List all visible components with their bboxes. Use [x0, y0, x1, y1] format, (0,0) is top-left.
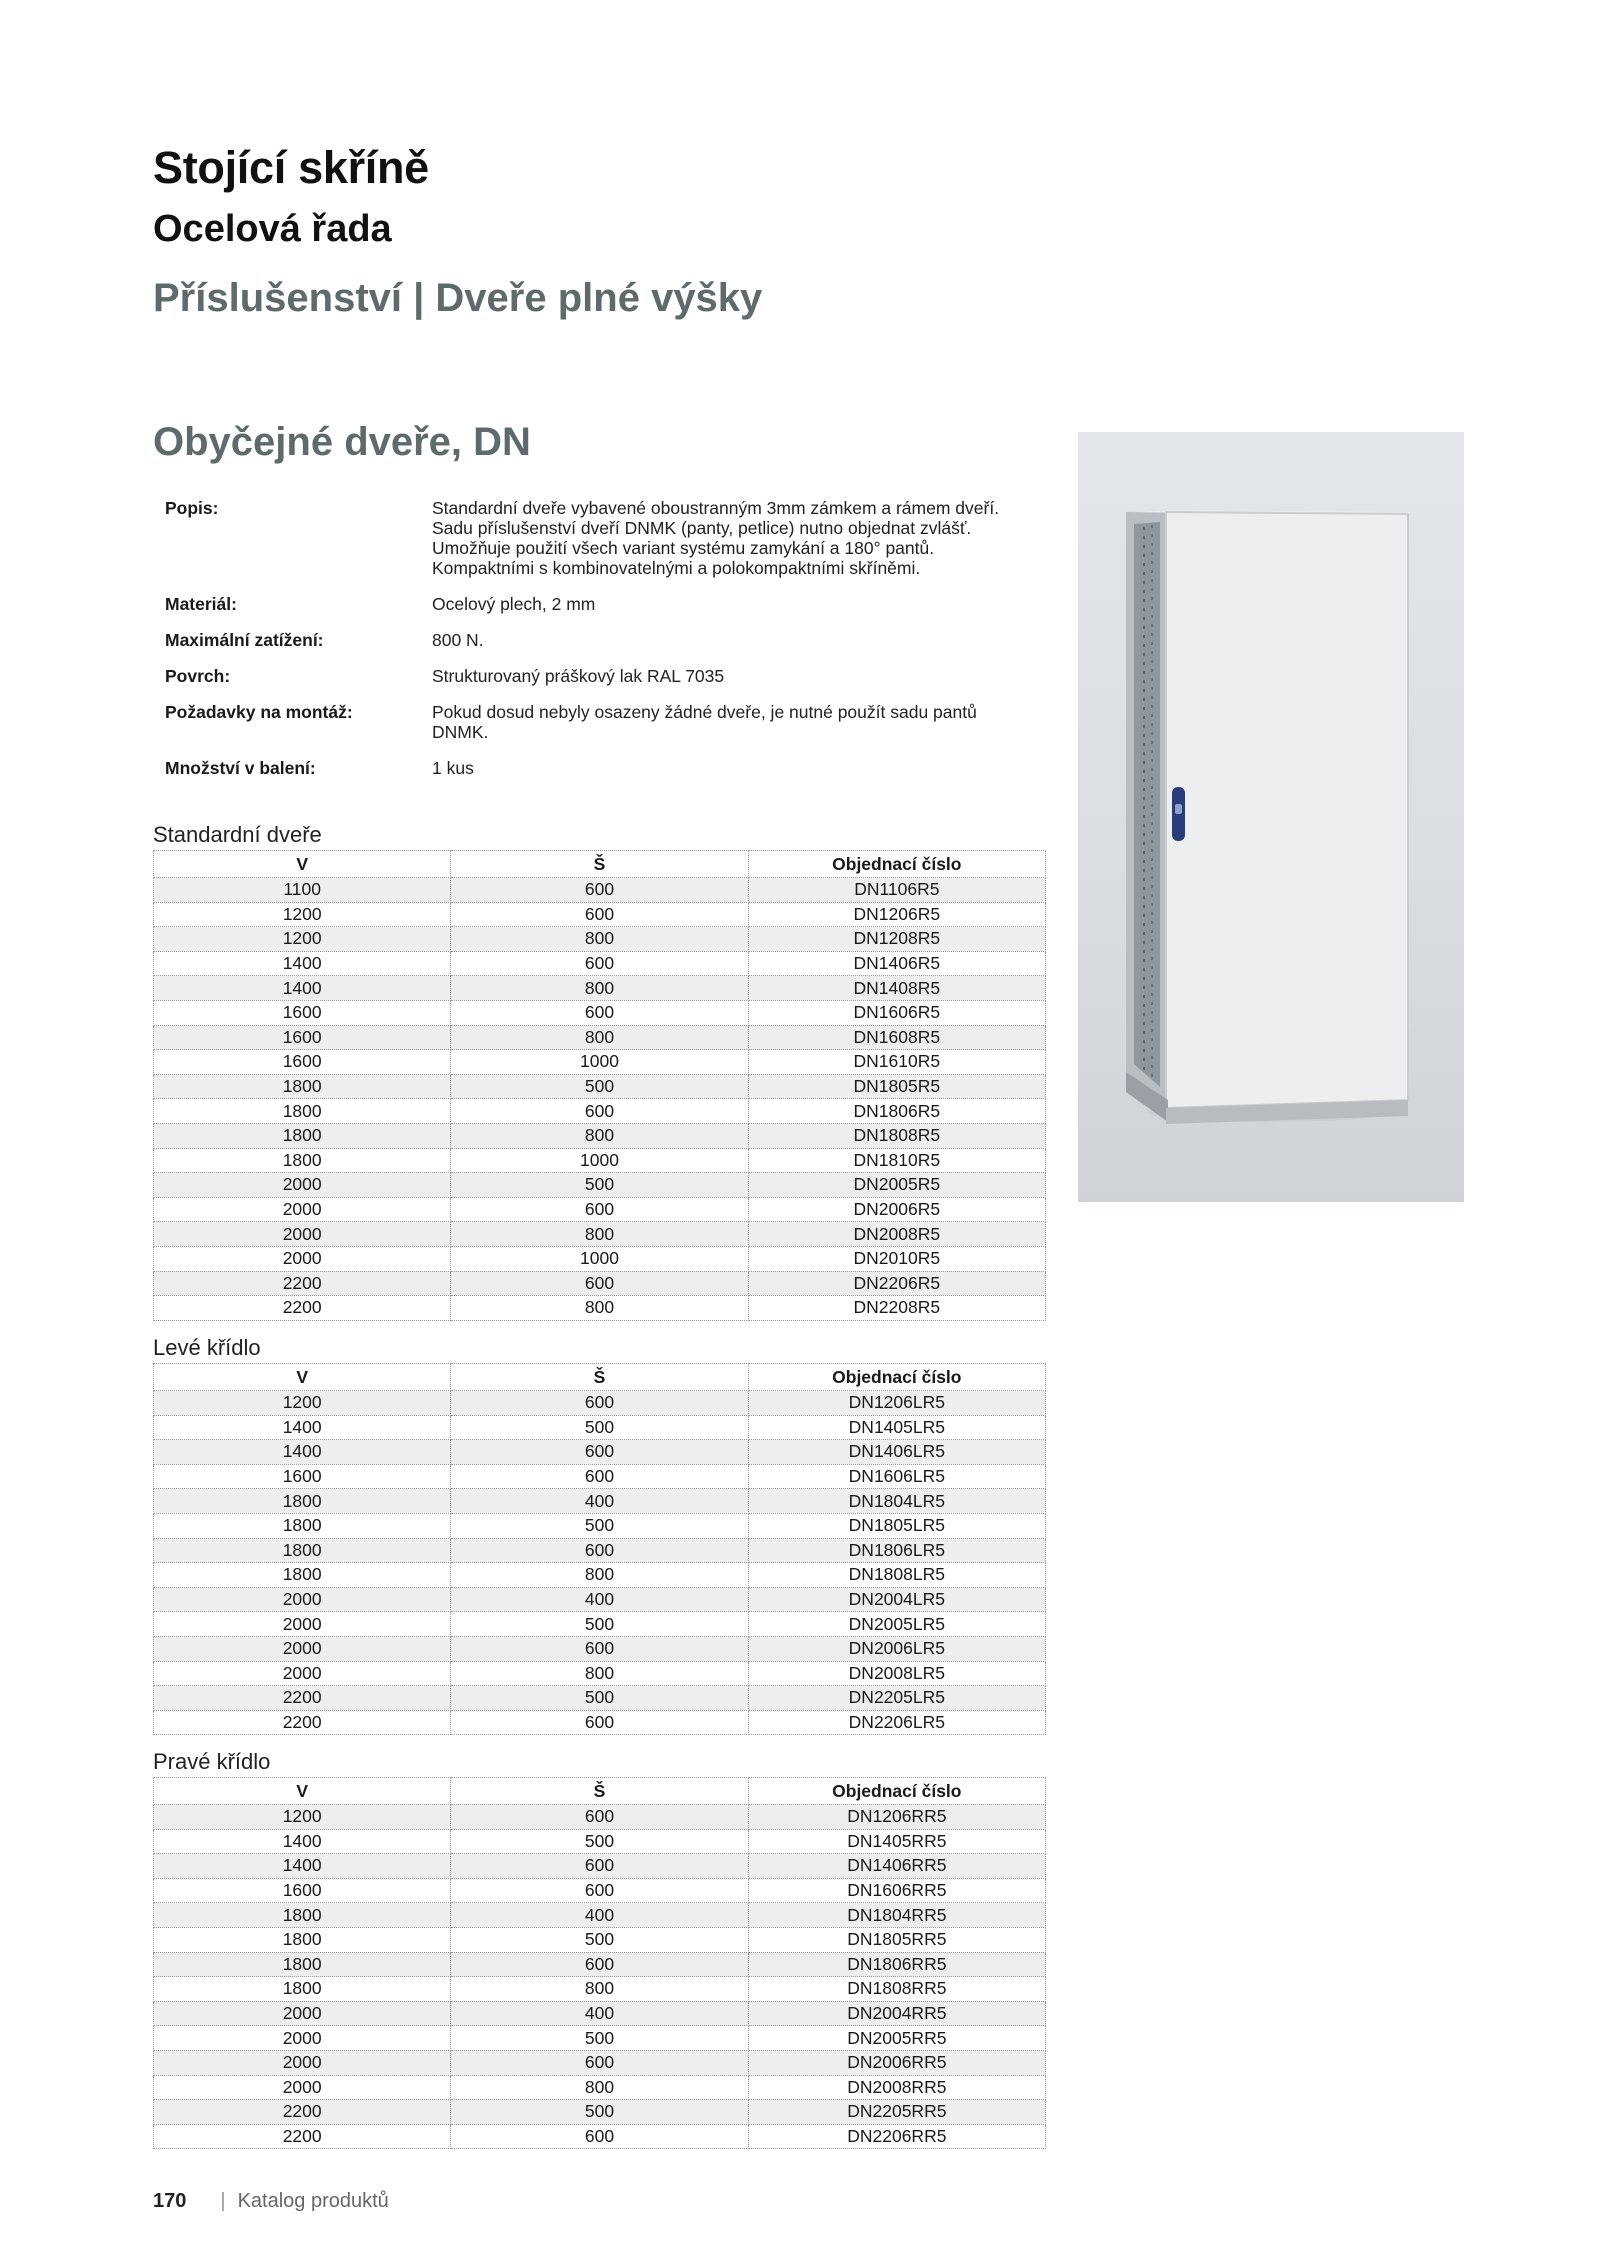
cell-order-number: DN2008LR5: [748, 1661, 1045, 1686]
cell-width: 500: [451, 1829, 748, 1854]
cell-order-number: DN1206RR5: [748, 1805, 1045, 1830]
table-caption-right-wing: Pravé křídlo: [153, 1749, 271, 1774]
cell-height: 1600: [154, 1000, 451, 1025]
section-heading: Příslušenství | Dveře plné výšky: [153, 276, 763, 320]
cell-height: 1600: [154, 1464, 451, 1489]
table-body: [154, 878, 1046, 1321]
cell-order-number: DN2206LR5: [748, 1710, 1045, 1735]
cell-width: 800: [451, 1977, 748, 2002]
cell-height: 1400: [154, 1415, 451, 1440]
table-row: [154, 1927, 1046, 1952]
table-row: [154, 1686, 1046, 1711]
cell-width: 400: [451, 1903, 748, 1928]
spec-value: Strukturovaný práškový lak RAL 7035: [432, 666, 725, 686]
table-header-row: [154, 851, 1046, 878]
cell-height: 1800: [154, 1952, 451, 1977]
table-row: [154, 1246, 1046, 1271]
table-row: [154, 1903, 1046, 1928]
cell-width: 600: [451, 1710, 748, 1735]
table-row: [154, 1464, 1046, 1489]
cell-order-number: DN1806R5: [748, 1099, 1045, 1124]
table-row: [154, 1222, 1046, 1247]
cell-width: 600: [451, 1636, 748, 1661]
cell-height: 1800: [154, 1977, 451, 2002]
cell-order-number: DN1808LR5: [748, 1563, 1045, 1588]
cell-order-number: DN1408R5: [748, 976, 1045, 1001]
cell-height: 2000: [154, 1587, 451, 1612]
cell-order-number: DN1806RR5: [748, 1952, 1045, 1977]
table-row: [154, 1538, 1046, 1563]
cell-order-number: DN2005R5: [748, 1173, 1045, 1198]
table-row: [154, 1099, 1046, 1124]
cell-width: 800: [451, 1296, 748, 1321]
page-footer: [153, 2190, 389, 2213]
cell-order-number: DN1606RR5: [748, 1878, 1045, 1903]
cell-order-number: DN2004RR5: [748, 2001, 1045, 2026]
cell-width: 600: [451, 1464, 748, 1489]
cell-height: 2000: [154, 2026, 451, 2051]
cell-width: 500: [451, 1415, 748, 1440]
cell-order-number: DN1405RR5: [748, 1829, 1045, 1854]
table-row: [154, 2050, 1046, 2075]
cell-height: 1200: [154, 927, 451, 952]
cell-height: 1600: [154, 1050, 451, 1075]
cell-width: 500: [451, 1612, 748, 1637]
right-wing-table: [153, 1777, 1046, 2149]
cell-height: 2000: [154, 2075, 451, 2100]
cell-height: 1800: [154, 1563, 451, 1588]
cell-width: 400: [451, 2001, 748, 2026]
cell-height: 1200: [154, 1805, 451, 1830]
cell-width: 800: [451, 976, 748, 1001]
cell-width: 600: [451, 1854, 748, 1879]
table-header-row: [154, 1364, 1046, 1391]
spec-label: Maximální zatížení:: [165, 630, 324, 650]
cell-order-number: DN1805LR5: [748, 1513, 1045, 1538]
cell-order-number: DN2206RR5: [748, 2124, 1045, 2149]
cell-height: 1800: [154, 1489, 451, 1514]
column-header-width: Š: [451, 1364, 748, 1391]
spec-row-surface: [165, 666, 1055, 686]
catalog-name: Katalog produktů: [237, 2190, 389, 2212]
table-row: [154, 1513, 1046, 1538]
cell-order-number: DN1804LR5: [748, 1489, 1045, 1514]
cell-height: 2200: [154, 1271, 451, 1296]
cell-order-number: DN1804RR5: [748, 1903, 1045, 1928]
table-row: [154, 1636, 1046, 1661]
standard-doors-table: [153, 850, 1046, 1321]
cell-height: 2000: [154, 1246, 451, 1271]
cell-width: 600: [451, 1391, 748, 1416]
cell-order-number: DN1206LR5: [748, 1391, 1045, 1416]
table-row: [154, 2124, 1046, 2149]
table-row: [154, 1661, 1046, 1686]
cell-height: 1600: [154, 1878, 451, 1903]
cell-order-number: DN2005RR5: [748, 2026, 1045, 2051]
left-wing-table: [153, 1363, 1046, 1735]
spec-label: Povrch:: [165, 666, 231, 686]
cell-order-number: DN2005LR5: [748, 1612, 1045, 1637]
cell-order-number: DN1808RR5: [748, 1977, 1045, 2002]
cell-height: 2200: [154, 1686, 451, 1711]
cell-width: 600: [451, 2050, 748, 2075]
cell-height: 2000: [154, 1612, 451, 1637]
table-row: [154, 1829, 1046, 1854]
cell-height: 1400: [154, 1829, 451, 1854]
cell-width: 1000: [451, 1148, 748, 1173]
cell-width: 600: [451, 1197, 748, 1222]
table-row: [154, 2075, 1046, 2100]
cell-order-number: DN1608R5: [748, 1025, 1045, 1050]
cell-height: 2200: [154, 1296, 451, 1321]
table-row: [154, 1489, 1046, 1514]
cell-width: 800: [451, 927, 748, 952]
column-header-width: Š: [451, 851, 748, 878]
column-header-order-number: Objednací číslo: [748, 1364, 1045, 1391]
cell-height: 1800: [154, 1538, 451, 1563]
spec-label: Materiál:: [165, 594, 237, 614]
spec-row-mounting: [165, 702, 1055, 742]
cell-height: 2000: [154, 1636, 451, 1661]
cell-order-number: DN1406RR5: [748, 1854, 1045, 1879]
table-caption-standard: Standardní dveře: [153, 822, 322, 847]
cell-width: 500: [451, 1927, 748, 1952]
column-header-height: V: [154, 1778, 451, 1805]
cell-height: 2000: [154, 1661, 451, 1686]
table-row: [154, 1148, 1046, 1173]
table-row: [154, 2100, 1046, 2125]
cell-width: 600: [451, 1538, 748, 1563]
table-row: [154, 1563, 1046, 1588]
cell-width: 500: [451, 1074, 748, 1099]
table-row: [154, 1050, 1046, 1075]
cell-order-number: DN2004LR5: [748, 1587, 1045, 1612]
table-row: [154, 1952, 1046, 1977]
spec-value: 1 kus: [432, 758, 474, 778]
spec-row-quantity: [165, 758, 1055, 778]
cell-height: 2000: [154, 1173, 451, 1198]
table-row: [154, 1878, 1046, 1903]
spec-list: [165, 498, 1055, 794]
cell-width: 600: [451, 1271, 748, 1296]
cell-order-number: DN1406LR5: [748, 1440, 1045, 1465]
table-row: [154, 2026, 1046, 2051]
table-row: [154, 1612, 1046, 1637]
spec-value: Standardní dveře vybavené oboustranným 3mm zámkem a rámem dveří. Sadu příslušenství dveří DNMK (panty, petlice) nutno objednat zvlášť. Umožňuje použití všech variant systému zamykání a 180° pantů. Kompaktními s kombinovatelnými a polokompaktními skříněmi.: [432, 498, 1000, 578]
cell-width: 1000: [451, 1246, 748, 1271]
cell-order-number: DN1606R5: [748, 1000, 1045, 1025]
cell-order-number: DN1805RR5: [748, 1927, 1045, 1952]
table-row: [154, 1391, 1046, 1416]
cell-width: 600: [451, 902, 748, 927]
cabinet-illustration: [1078, 432, 1464, 1202]
table-row: [154, 902, 1046, 927]
cell-order-number: DN2010R5: [748, 1246, 1045, 1271]
cell-order-number: DN2006LR5: [748, 1636, 1045, 1661]
table-body: [154, 1805, 1046, 2149]
cell-width: 600: [451, 1099, 748, 1124]
table-row: [154, 1805, 1046, 1830]
cell-height: 2000: [154, 1222, 451, 1247]
cell-order-number: DN1208R5: [748, 927, 1045, 952]
cell-order-number: DN2208R5: [748, 1296, 1045, 1321]
cell-height: 2000: [154, 2001, 451, 2026]
cell-order-number: DN2006RR5: [748, 2050, 1045, 2075]
cell-height: 1800: [154, 1148, 451, 1173]
table-row: [154, 1000, 1046, 1025]
cell-width: 600: [451, 1000, 748, 1025]
cell-width: 500: [451, 1686, 748, 1711]
cell-order-number: DN1808R5: [748, 1123, 1045, 1148]
table-row: [154, 1173, 1046, 1198]
cell-width: 500: [451, 1513, 748, 1538]
cell-height: 2000: [154, 1197, 451, 1222]
table-row: [154, 2001, 1046, 2026]
cell-order-number: DN1806LR5: [748, 1538, 1045, 1563]
page-title: Stojící skříně: [153, 142, 429, 193]
column-header-order-number: Objednací číslo: [748, 851, 1045, 878]
cell-width: 1000: [451, 1050, 748, 1075]
cell-order-number: DN1406R5: [748, 951, 1045, 976]
cell-height: 2200: [154, 2100, 451, 2125]
table-row: [154, 1710, 1046, 1735]
cell-height: 2000: [154, 2050, 451, 2075]
cell-height: 1200: [154, 1391, 451, 1416]
cell-width: 600: [451, 1805, 748, 1830]
column-header-order-number: Objednací číslo: [748, 1778, 1045, 1805]
cell-height: 2200: [154, 1710, 451, 1735]
cell-width: 500: [451, 1173, 748, 1198]
cell-order-number: DN2006R5: [748, 1197, 1045, 1222]
cell-order-number: DN1810R5: [748, 1148, 1045, 1173]
cell-width: 600: [451, 878, 748, 903]
spec-value: 800 N.: [432, 630, 484, 650]
table-row: [154, 1854, 1046, 1879]
cell-height: 1400: [154, 1440, 451, 1465]
table-row: [154, 1123, 1046, 1148]
cell-order-number: DN1606LR5: [748, 1464, 1045, 1489]
cell-height: 1800: [154, 1099, 451, 1124]
cell-order-number: DN1610R5: [748, 1050, 1045, 1075]
cell-width: 600: [451, 2124, 748, 2149]
product-title: Obyčejné dveře, DN: [153, 420, 531, 464]
cell-height: 1200: [154, 902, 451, 927]
cell-order-number: DN2008R5: [748, 1222, 1045, 1247]
table-row: [154, 1296, 1046, 1321]
cell-height: 1800: [154, 1123, 451, 1148]
spec-label: Požadavky na montáž:: [165, 702, 353, 722]
cell-height: 1800: [154, 1513, 451, 1538]
cell-order-number: DN1405LR5: [748, 1415, 1045, 1440]
table-row: [154, 1440, 1046, 1465]
cell-order-number: DN2206R5: [748, 1271, 1045, 1296]
spec-value: Ocelový plech, 2 mm: [432, 594, 596, 614]
cell-width: 500: [451, 2100, 748, 2125]
table-row: [154, 927, 1046, 952]
table-row: [154, 1025, 1046, 1050]
spec-value: Pokud dosud nebyly osazeny žádné dveře, je nutné použít sadu pantů DNMK.: [432, 702, 977, 742]
product-photo: [1078, 432, 1464, 1202]
table-header-row: [154, 1778, 1046, 1805]
cell-width: 800: [451, 1563, 748, 1588]
page-subtitle: Ocelová řada: [153, 208, 392, 250]
cell-height: 1600: [154, 1025, 451, 1050]
column-header-height: V: [154, 1364, 451, 1391]
cell-order-number: DN1106R5: [748, 878, 1045, 903]
cell-width: 600: [451, 951, 748, 976]
cell-width: 800: [451, 1025, 748, 1050]
cell-order-number: DN2205LR5: [748, 1686, 1045, 1711]
spec-row-material: [165, 594, 1055, 614]
table-row: [154, 1977, 1046, 2002]
table-row: [154, 1415, 1046, 1440]
cell-order-number: DN2205RR5: [748, 2100, 1045, 2125]
table-row: [154, 1271, 1046, 1296]
cell-height: 1400: [154, 1854, 451, 1879]
table-row: [154, 951, 1046, 976]
cell-height: 1800: [154, 1074, 451, 1099]
cell-height: 1800: [154, 1903, 451, 1928]
cell-width: 600: [451, 1952, 748, 1977]
cell-height: 2200: [154, 2124, 451, 2149]
cell-width: 400: [451, 1587, 748, 1612]
spec-row-description: [165, 498, 1055, 578]
cell-width: 800: [451, 1123, 748, 1148]
page-number: 170: [153, 2190, 187, 2212]
cell-width: 600: [451, 1878, 748, 1903]
table-body: [154, 1391, 1046, 1735]
table-row: [154, 1197, 1046, 1222]
spec-label: Popis:: [165, 498, 219, 518]
column-header-height: V: [154, 851, 451, 878]
cell-order-number: DN2008RR5: [748, 2075, 1045, 2100]
column-header-width: Š: [451, 1778, 748, 1805]
table-row: [154, 1587, 1046, 1612]
cell-height: 1400: [154, 976, 451, 1001]
table-row: [154, 976, 1046, 1001]
cell-width: 500: [451, 2026, 748, 2051]
cell-width: 600: [451, 1440, 748, 1465]
cell-width: 800: [451, 2075, 748, 2100]
spec-row-max-load: [165, 630, 1055, 650]
cell-width: 800: [451, 1222, 748, 1247]
cell-order-number: DN1206R5: [748, 902, 1045, 927]
cell-height: 1100: [154, 878, 451, 903]
cell-order-number: DN1805R5: [748, 1074, 1045, 1099]
table-row: [154, 878, 1046, 903]
cell-width: 400: [451, 1489, 748, 1514]
footer-separator: |: [220, 2190, 226, 2212]
spec-label: Množství v balení:: [165, 758, 316, 778]
cell-height: 1400: [154, 951, 451, 976]
table-row: [154, 1074, 1046, 1099]
cell-height: 1800: [154, 1927, 451, 1952]
cell-width: 800: [451, 1661, 748, 1686]
table-caption-left-wing: Levé křídlo: [153, 1335, 261, 1360]
